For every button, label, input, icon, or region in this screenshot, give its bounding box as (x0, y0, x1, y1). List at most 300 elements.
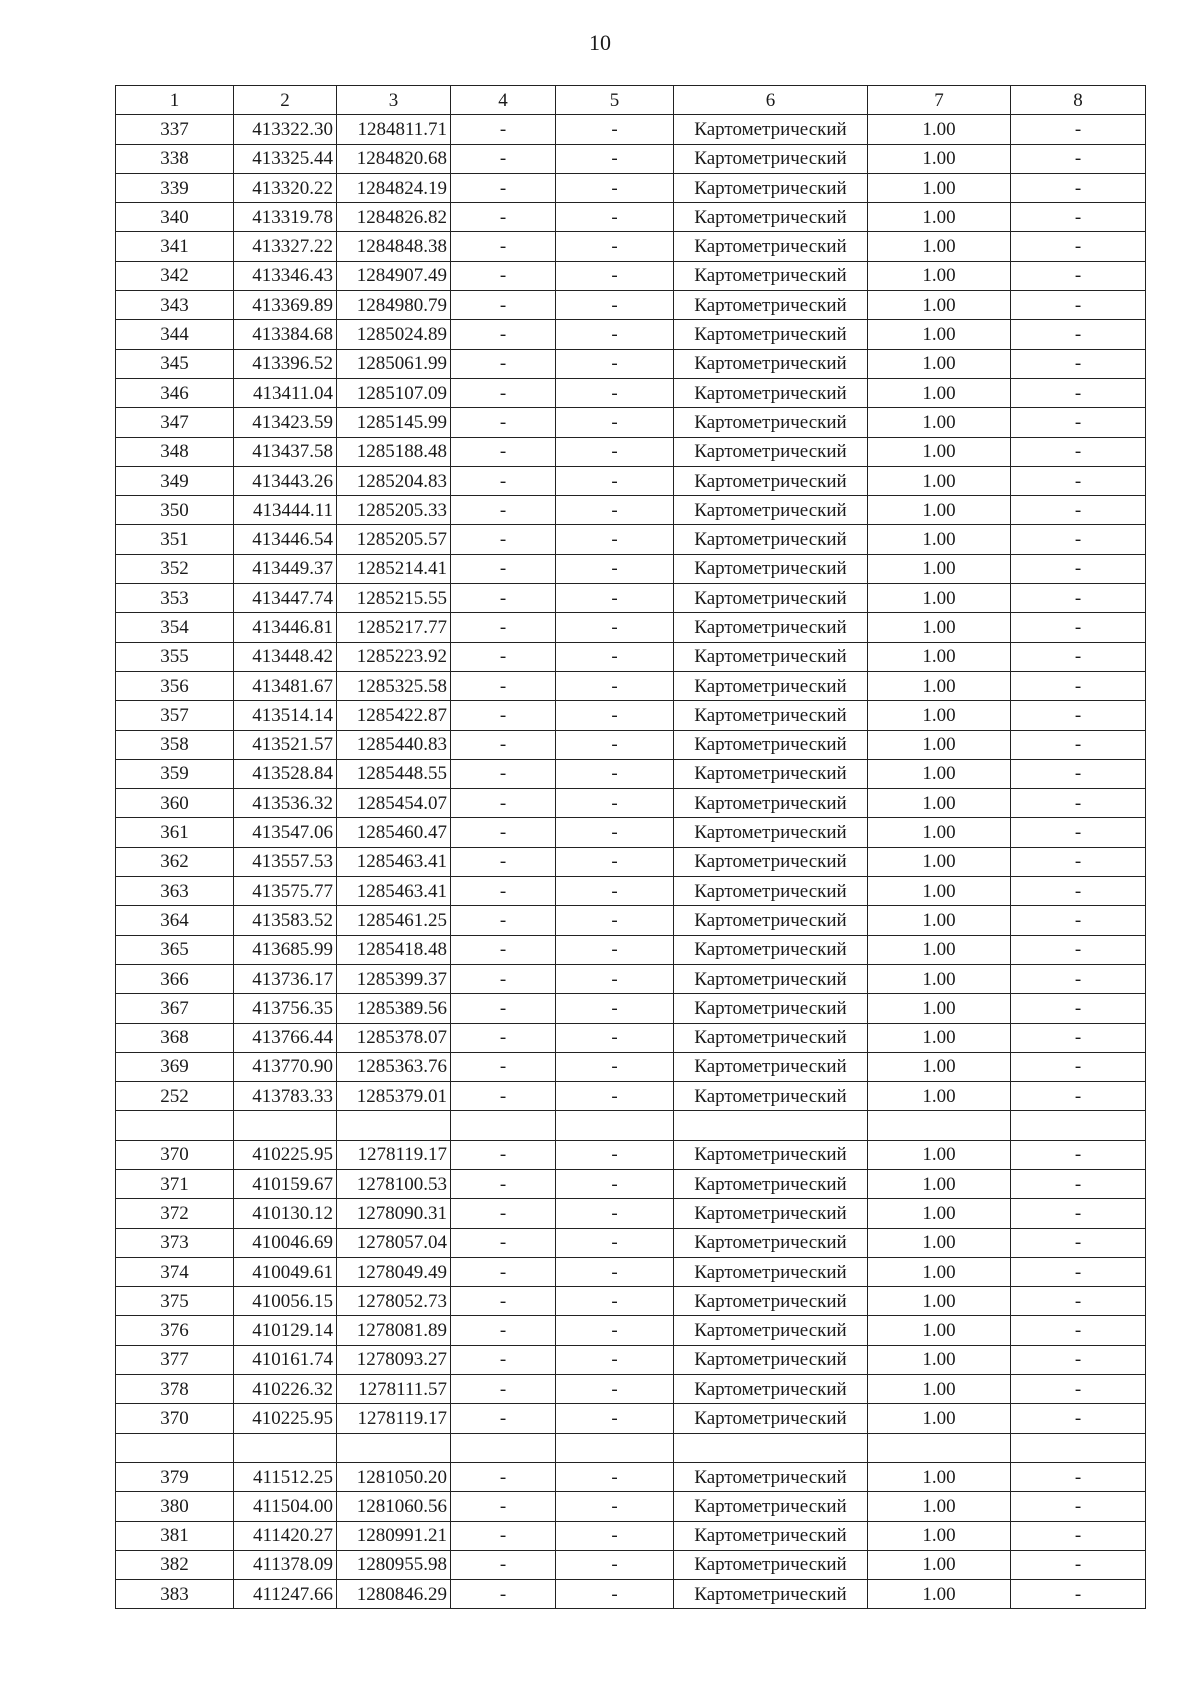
table-cell: Картометрический (674, 1550, 868, 1579)
table-cell: 358 (116, 730, 234, 759)
table-cell: - (451, 1580, 556, 1609)
table-cell: Картометрический (674, 1580, 868, 1609)
table-row (116, 408, 1146, 437)
table-cell: 1285204.83 (337, 466, 451, 495)
table-cell (451, 1433, 556, 1462)
table-cell: 359 (116, 759, 234, 788)
table-cell: - (1011, 349, 1146, 378)
table-cell: 370 (116, 1140, 234, 1169)
table-cell: - (451, 1023, 556, 1052)
table-cell: 1.00 (868, 203, 1011, 232)
table-cell: 413447.74 (234, 584, 337, 613)
table-cell: - (451, 1550, 556, 1579)
table-cell: 1285061.99 (337, 349, 451, 378)
table-cell: 1.00 (868, 818, 1011, 847)
table-cell: 413396.52 (234, 349, 337, 378)
table-cell: 413327.22 (234, 232, 337, 261)
table-row (116, 203, 1146, 232)
table-cell: - (556, 144, 674, 173)
table-cell: - (451, 1345, 556, 1374)
table-cell: - (556, 1082, 674, 1111)
table-cell: 413783.33 (234, 1082, 337, 1111)
table-cell: - (451, 115, 556, 144)
table-cell: - (451, 173, 556, 202)
table-cell: - (1011, 554, 1146, 583)
table-cell: Картометрический (674, 964, 868, 993)
table-cell: 346 (116, 378, 234, 407)
table-cell: 410046.69 (234, 1228, 337, 1257)
table-cell: Картометрический (674, 935, 868, 964)
table-cell: - (1011, 642, 1146, 671)
table-cell: 413756.35 (234, 994, 337, 1023)
table-cell: 413437.58 (234, 437, 337, 466)
table-cell: - (451, 1052, 556, 1081)
table-cell: 1280991.21 (337, 1521, 451, 1550)
table-row (116, 466, 1146, 495)
table-cell: 1285440.83 (337, 730, 451, 759)
table-cell: 1.00 (868, 671, 1011, 700)
table-cell (1011, 1433, 1146, 1462)
table-row (116, 173, 1146, 202)
table-cell: 1.00 (868, 1199, 1011, 1228)
table-cell: Картометрический (674, 759, 868, 788)
table-cell: 410225.95 (234, 1404, 337, 1433)
table-row (116, 1580, 1146, 1609)
table-row (116, 261, 1146, 290)
column-header-7: 7 (868, 86, 1011, 115)
table-cell: - (451, 642, 556, 671)
table-cell: - (556, 554, 674, 583)
table-cell: - (451, 1257, 556, 1286)
table-cell: Картометрический (674, 994, 868, 1023)
column-header-5: 5 (556, 86, 674, 115)
table-cell: 411504.00 (234, 1492, 337, 1521)
table-cell: 1278119.17 (337, 1404, 451, 1433)
table-cell: - (556, 671, 674, 700)
table-cell: 1.00 (868, 1228, 1011, 1257)
table-cell: - (451, 291, 556, 320)
coordinates-table (115, 85, 1146, 1609)
table-cell: 1285463.41 (337, 877, 451, 906)
table-cell: 1285454.07 (337, 789, 451, 818)
table-cell: - (1011, 378, 1146, 407)
table-cell: Картометрический (674, 144, 868, 173)
table-cell: 1.00 (868, 584, 1011, 613)
table-cell: 353 (116, 584, 234, 613)
table-row (116, 378, 1146, 407)
table-cell: 1.00 (868, 1023, 1011, 1052)
table-row (116, 1404, 1146, 1433)
table-row (116, 291, 1146, 320)
table-cell: 1278049.49 (337, 1257, 451, 1286)
table-cell: Картометрический (674, 1287, 868, 1316)
table-cell: 366 (116, 964, 234, 993)
table-cell: - (556, 320, 674, 349)
table-cell: 1278090.31 (337, 1199, 451, 1228)
table-cell: - (556, 1550, 674, 1579)
table-row (116, 1140, 1146, 1169)
table-cell: - (1011, 291, 1146, 320)
table-cell: 357 (116, 701, 234, 730)
table-cell: - (451, 349, 556, 378)
table-row (116, 613, 1146, 642)
table-cell: 410129.14 (234, 1316, 337, 1345)
table-cell: 1.00 (868, 349, 1011, 378)
table-cell: Картометрический (674, 1492, 868, 1521)
table-cell: - (1011, 1550, 1146, 1579)
table-cell: 1285107.09 (337, 378, 451, 407)
table-cell: 1285461.25 (337, 906, 451, 935)
table-cell: - (1011, 818, 1146, 847)
table-cell: - (1011, 1462, 1146, 1491)
table-cell: 1284826.82 (337, 203, 451, 232)
table-cell: 1.00 (868, 1257, 1011, 1286)
table-cell: 413514.14 (234, 701, 337, 730)
table-row (116, 115, 1146, 144)
table-cell: - (1011, 408, 1146, 437)
table-cell: Картометрический (674, 1052, 868, 1081)
table-cell: - (556, 759, 674, 788)
table-cell: - (1011, 701, 1146, 730)
table-cell: - (1011, 115, 1146, 144)
table-cell: 1281050.20 (337, 1462, 451, 1491)
table-cell: - (556, 1023, 674, 1052)
table-row (116, 964, 1146, 993)
table-cell: - (451, 1169, 556, 1198)
table-cell: Картометрический (674, 1199, 868, 1228)
table-cell: 1285363.76 (337, 1052, 451, 1081)
table-cell: - (451, 730, 556, 759)
table-cell: - (556, 115, 674, 144)
table-cell: - (1011, 1492, 1146, 1521)
table-cell: 1.00 (868, 1052, 1011, 1081)
table-cell (451, 1111, 556, 1140)
table-cell: 1.00 (868, 701, 1011, 730)
table-row (116, 1169, 1146, 1198)
table-cell: - (556, 1580, 674, 1609)
table-cell: 1278119.17 (337, 1140, 451, 1169)
table-cell: - (1011, 994, 1146, 1023)
table-cell: 411512.25 (234, 1462, 337, 1491)
table-cell: Картометрический (674, 320, 868, 349)
table-cell: - (451, 671, 556, 700)
table-cell: 1285205.57 (337, 525, 451, 554)
table-row (116, 1199, 1146, 1228)
table-cell: 368 (116, 1023, 234, 1052)
table-cell: 348 (116, 437, 234, 466)
table-cell: - (451, 1287, 556, 1316)
table-cell: 1.00 (868, 935, 1011, 964)
table-cell: 339 (116, 173, 234, 202)
table-cell (116, 1111, 234, 1140)
table-cell: 1278100.53 (337, 1169, 451, 1198)
table-cell: 1285463.41 (337, 847, 451, 876)
table-cell: - (556, 1345, 674, 1374)
table-cell: 1.00 (868, 1316, 1011, 1345)
table-row (116, 437, 1146, 466)
table-cell: 342 (116, 261, 234, 290)
table-cell: 413770.90 (234, 1052, 337, 1081)
table-cell: 1280846.29 (337, 1580, 451, 1609)
table-cell: Картометрический (674, 906, 868, 935)
table-cell: 1.00 (868, 1169, 1011, 1198)
table-cell: 413685.99 (234, 935, 337, 964)
table-cell: 1285024.89 (337, 320, 451, 349)
table-cell: 337 (116, 115, 234, 144)
table-cell: - (451, 1492, 556, 1521)
table-cell: 367 (116, 994, 234, 1023)
table-cell: Картометрический (674, 1375, 868, 1404)
table-cell: Картометрический (674, 613, 868, 642)
table-cell: 379 (116, 1462, 234, 1491)
table-cell: - (556, 466, 674, 495)
table-cell: 413448.42 (234, 642, 337, 671)
table-cell: Картометрический (674, 1169, 868, 1198)
table-cell: - (556, 1169, 674, 1198)
table-cell: - (1011, 1345, 1146, 1374)
table-cell: 383 (116, 1580, 234, 1609)
table-cell: - (556, 701, 674, 730)
table-cell: 1278081.89 (337, 1316, 451, 1345)
column-header-8: 8 (1011, 86, 1146, 115)
table-cell: - (451, 1462, 556, 1491)
table-cell: 1.00 (868, 759, 1011, 788)
table-cell (868, 1433, 1011, 1462)
table-cell: - (1011, 671, 1146, 700)
table-row (116, 144, 1146, 173)
table-cell (234, 1111, 337, 1140)
table-cell: 413521.57 (234, 730, 337, 759)
table-cell: - (556, 935, 674, 964)
table-cell: 363 (116, 877, 234, 906)
table-cell: 1284907.49 (337, 261, 451, 290)
table-cell: 340 (116, 203, 234, 232)
table-cell: 362 (116, 847, 234, 876)
table-cell: - (556, 261, 674, 290)
table-cell: 1278057.04 (337, 1228, 451, 1257)
table-cell: 372 (116, 1199, 234, 1228)
table-cell: 354 (116, 613, 234, 642)
table-cell: Картометрический (674, 1257, 868, 1286)
table-cell: - (1011, 1404, 1146, 1433)
table-cell: 355 (116, 642, 234, 671)
table-cell: 1285205.33 (337, 496, 451, 525)
table-cell: - (1011, 1375, 1146, 1404)
table-cell: 1284980.79 (337, 291, 451, 320)
table-cell: 1.00 (868, 1082, 1011, 1111)
table-cell: 1285217.77 (337, 613, 451, 642)
table-cell: 411247.66 (234, 1580, 337, 1609)
table-cell: 1.00 (868, 906, 1011, 935)
table-cell: 381 (116, 1521, 234, 1550)
table-cell: 1.00 (868, 730, 1011, 759)
column-header-4: 4 (451, 86, 556, 115)
table-row (116, 789, 1146, 818)
table-row (116, 584, 1146, 613)
table-cell: 413449.37 (234, 554, 337, 583)
table-cell: 1.00 (868, 1404, 1011, 1433)
table-cell: 347 (116, 408, 234, 437)
table-cell: - (556, 1316, 674, 1345)
table-cell: 375 (116, 1287, 234, 1316)
table-cell (116, 1433, 234, 1462)
table-cell: - (451, 1521, 556, 1550)
table-cell: - (1011, 877, 1146, 906)
table-cell: Картометрический (674, 847, 868, 876)
table-cell: 360 (116, 789, 234, 818)
table-cell: - (556, 437, 674, 466)
table-cell: 252 (116, 1082, 234, 1111)
column-header-2: 2 (234, 86, 337, 115)
table-cell: - (1011, 1228, 1146, 1257)
table-row (116, 642, 1146, 671)
table-cell: 413528.84 (234, 759, 337, 788)
table-row (116, 232, 1146, 261)
table-cell: - (1011, 1140, 1146, 1169)
table-cell: Картометрический (674, 115, 868, 144)
table-cell: - (451, 1199, 556, 1228)
table-cell: - (1011, 1082, 1146, 1111)
table-cell: - (1011, 730, 1146, 759)
table-cell: 349 (116, 466, 234, 495)
table-cell: - (556, 1287, 674, 1316)
table-cell: 1285379.01 (337, 1082, 451, 1111)
table-cell: - (556, 1521, 674, 1550)
table-cell: - (1011, 964, 1146, 993)
table-cell: 365 (116, 935, 234, 964)
table-cell: - (451, 1082, 556, 1111)
table-cell (674, 1111, 868, 1140)
table-cell: - (556, 1140, 674, 1169)
table-cell: - (451, 1228, 556, 1257)
table-cell: 1285378.07 (337, 1023, 451, 1052)
table-row (116, 1433, 1146, 1462)
table-cell: - (1011, 789, 1146, 818)
table-cell: Картометрический (674, 877, 868, 906)
table-cell: - (556, 291, 674, 320)
table-cell: - (451, 1140, 556, 1169)
table-cell: - (556, 1199, 674, 1228)
table-cell: - (451, 1375, 556, 1404)
table-cell: 1.00 (868, 261, 1011, 290)
table-cell: - (451, 1404, 556, 1433)
table-cell: - (451, 964, 556, 993)
table-cell: - (556, 730, 674, 759)
table-cell: - (1011, 584, 1146, 613)
table-cell: 1285418.48 (337, 935, 451, 964)
table-cell: 1285188.48 (337, 437, 451, 466)
table-row (116, 847, 1146, 876)
table-cell: 352 (116, 554, 234, 583)
table-cell: - (451, 320, 556, 349)
table-row (116, 1082, 1146, 1111)
table-cell: - (451, 935, 556, 964)
table-cell: - (556, 847, 674, 876)
table-cell: 1285460.47 (337, 818, 451, 847)
table-cell: - (1011, 1199, 1146, 1228)
table-cell: 356 (116, 671, 234, 700)
table-row (116, 525, 1146, 554)
table-cell: 1278052.73 (337, 1287, 451, 1316)
table-cell: Картометрический (674, 349, 868, 378)
table-cell (674, 1433, 868, 1462)
table-cell: Картометрический (674, 584, 868, 613)
table-cell: - (1011, 203, 1146, 232)
table-cell: 413346.43 (234, 261, 337, 290)
table-cell (556, 1111, 674, 1140)
table-cell (337, 1111, 451, 1140)
table-cell: 1285214.41 (337, 554, 451, 583)
table-cell: Картометрический (674, 789, 868, 818)
table-row (116, 671, 1146, 700)
table-cell: 1.00 (868, 525, 1011, 554)
table-cell: 1.00 (868, 144, 1011, 173)
table-cell: 1.00 (868, 1375, 1011, 1404)
table-cell: - (1011, 144, 1146, 173)
table-cell: - (1011, 525, 1146, 554)
table-cell: 1285389.56 (337, 994, 451, 1023)
table-cell: Картометрический (674, 173, 868, 202)
table-cell: - (556, 1228, 674, 1257)
table-cell: 1.00 (868, 1140, 1011, 1169)
table-cell: 343 (116, 291, 234, 320)
table-cell: Картометрический (674, 554, 868, 583)
table-cell: 1285399.37 (337, 964, 451, 993)
table-cell: 369 (116, 1052, 234, 1081)
table-cell: - (1011, 1023, 1146, 1052)
table-cell: - (1011, 613, 1146, 642)
table-cell: - (451, 818, 556, 847)
table-cell: - (556, 584, 674, 613)
table-cell: Картометрический (674, 408, 868, 437)
table-cell: Картометрический (674, 1345, 868, 1374)
table-cell: 1.00 (868, 408, 1011, 437)
table-cell: - (556, 203, 674, 232)
table-cell: 411378.09 (234, 1550, 337, 1579)
table-cell: 410056.15 (234, 1287, 337, 1316)
table-cell: 1285145.99 (337, 408, 451, 437)
table-cell: Картометрический (674, 1404, 868, 1433)
table-cell: - (451, 613, 556, 642)
page-number: 10 (589, 30, 611, 55)
table-cell: 361 (116, 818, 234, 847)
table-cell: - (451, 1316, 556, 1345)
table-cell: 1278093.27 (337, 1345, 451, 1374)
table-cell: - (556, 789, 674, 818)
table-cell: - (1011, 1257, 1146, 1286)
table-cell (1011, 1111, 1146, 1140)
table-cell: 413481.67 (234, 671, 337, 700)
table-cell: - (451, 378, 556, 407)
table-cell: 1.00 (868, 877, 1011, 906)
table-row (116, 1521, 1146, 1550)
table-cell: - (451, 408, 556, 437)
table-cell: - (1011, 261, 1146, 290)
table-cell: Картометрический (674, 1082, 868, 1111)
table-cell: - (1011, 173, 1146, 202)
table-cell: 413320.22 (234, 173, 337, 202)
table-row (116, 1316, 1146, 1345)
table-row (116, 1550, 1146, 1579)
table-cell: Картометрический (674, 671, 868, 700)
table-cell: - (556, 232, 674, 261)
table-row (116, 877, 1146, 906)
table-cell: - (556, 1257, 674, 1286)
table-row (116, 818, 1146, 847)
table-cell: Картометрический (674, 1462, 868, 1491)
table-cell: - (556, 378, 674, 407)
table-cell: 338 (116, 144, 234, 173)
